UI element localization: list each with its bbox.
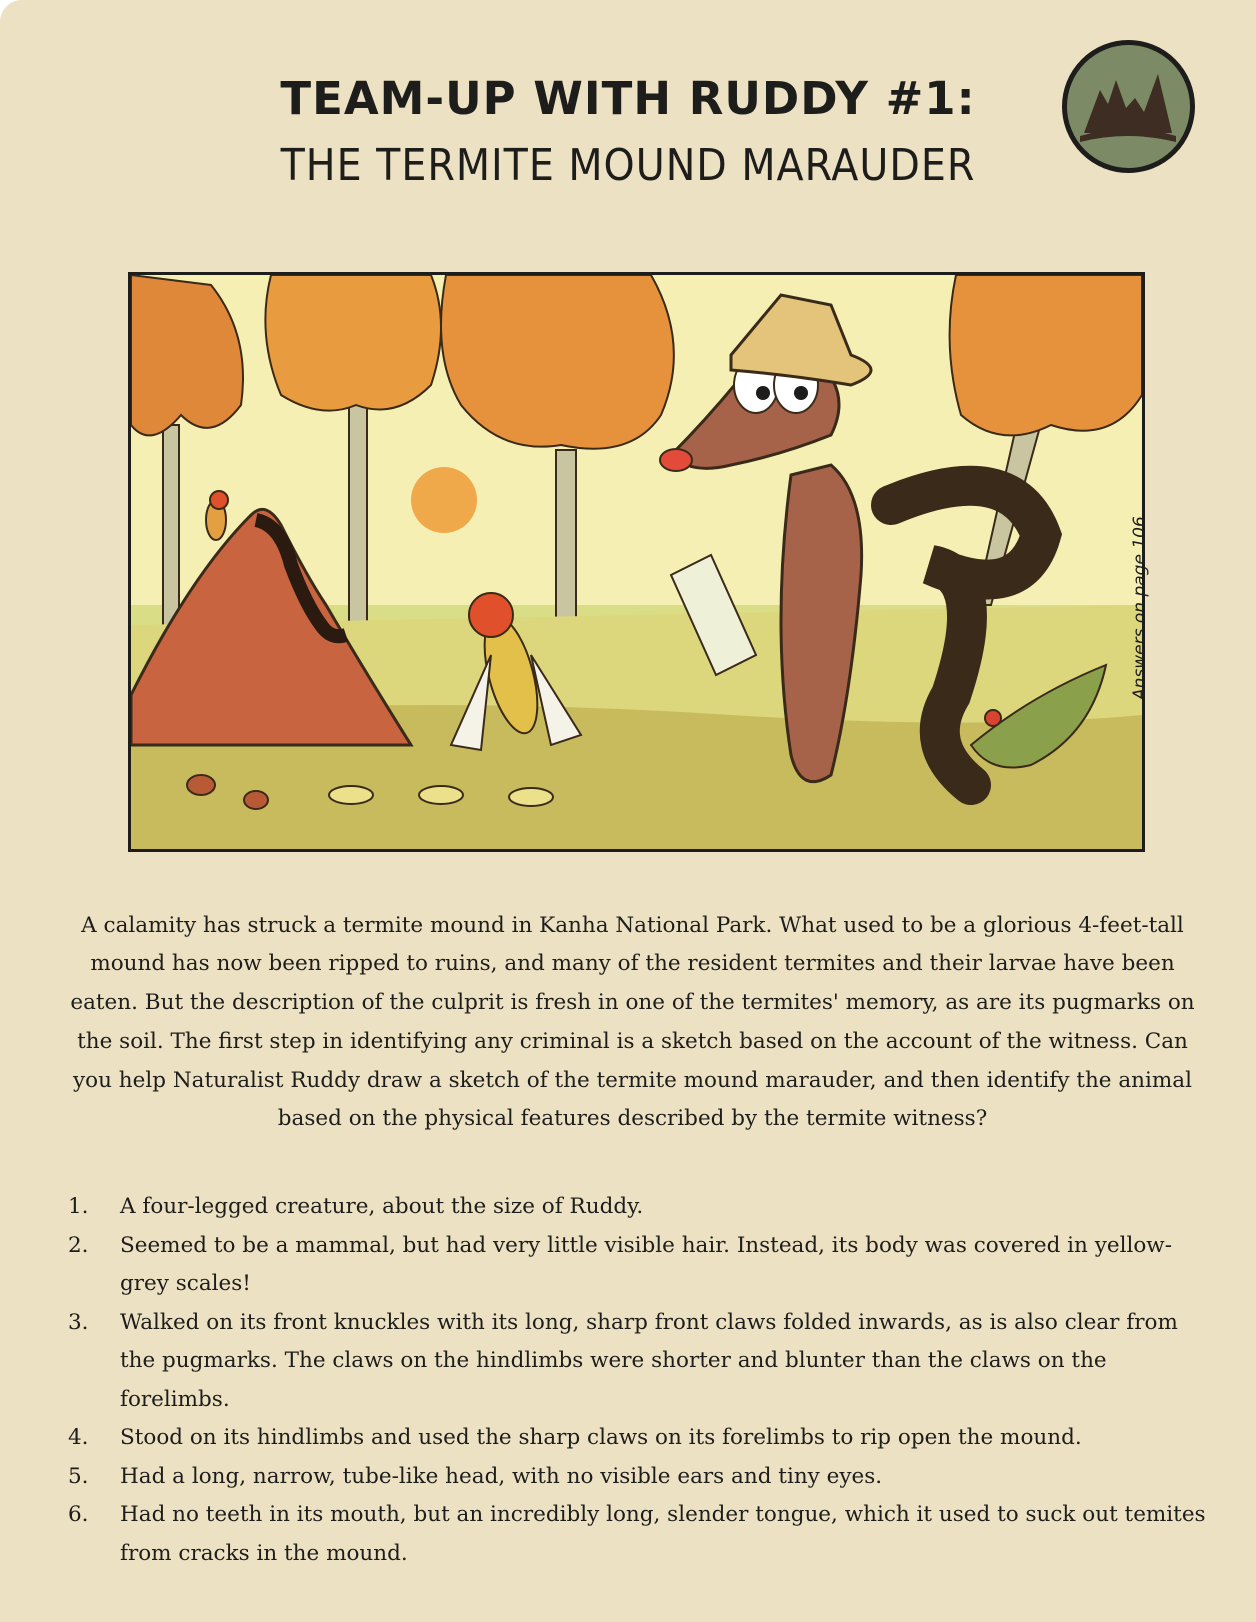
mountain-peaks-icon	[1060, 38, 1197, 175]
fly-icon	[206, 491, 228, 540]
ladybug-icon	[985, 710, 1001, 726]
list-item	[68, 1304, 1208, 1420]
list-item	[68, 1458, 1208, 1497]
list-text: Walked on its front knuckles with its long, sharp front claws folded inwards, as is also clear from the pugmarks. The claws on the hindlimbs were shorter and blunter than the claws on the forelimbs.	[120, 1309, 1178, 1412]
forest-scene	[131, 275, 1142, 849]
list-number: 5.	[68, 1463, 89, 1489]
sun-icon	[411, 467, 477, 533]
list-number: 4.	[68, 1425, 89, 1450]
list-number: 1.	[68, 1194, 89, 1219]
list-item	[68, 1419, 1208, 1458]
list-number: 3.	[68, 1309, 89, 1335]
answers-note: Answers on page 106	[1130, 516, 1150, 700]
list-number: 6.	[68, 1502, 89, 1527]
list-item	[68, 1496, 1208, 1573]
page-title-line-2: THE TERMITE MOUND MARAUDER	[280, 140, 976, 191]
list-text: Had no teeth in its mouth, but an incredibly long, slender tongue, which it used to suck out temites from cracks in the mound.	[120, 1502, 1206, 1566]
list-number: 2.	[68, 1232, 89, 1258]
list-item	[68, 1227, 1208, 1304]
list-text: Seemed to be a mammal, but had very little visible hair. Instead, its body was covered in yellow-grey scales!	[120, 1232, 1172, 1296]
list-text: Stood on its hindlimbs and used the sharp claws on its forelimbs to rip open the mound.	[120, 1425, 1082, 1450]
list-text: Had a long, narrow, tube-like head, with no visible ears and tiny eyes.	[120, 1463, 883, 1489]
page-title-line-1: TEAM-UP WITH RUDDY #1:	[280, 72, 976, 125]
list-text: A four-legged creature, about the size of Ruddy.	[120, 1194, 644, 1219]
list-item	[68, 1188, 1208, 1227]
comic-illustration	[128, 272, 1145, 852]
intro-paragraph: A calamity has struck a termite mound in Kanha National Park. What used to be a glorious 4-feet-tall mound has now been ripped to ruins, and many of the resident termites and their larvae have been eaten. But the description of the culprit is fresh in one of the termites' memory, as are its pugmarks on the soil. The first step in identifying any criminal is a sketch based on the account of the witness. Can you help Naturalist Ruddy draw a sketch of the termite mound marauder, and then identify the animal based on the physical features described by the termite witness?	[70, 912, 1195, 1132]
clue-list	[68, 1188, 1208, 1573]
